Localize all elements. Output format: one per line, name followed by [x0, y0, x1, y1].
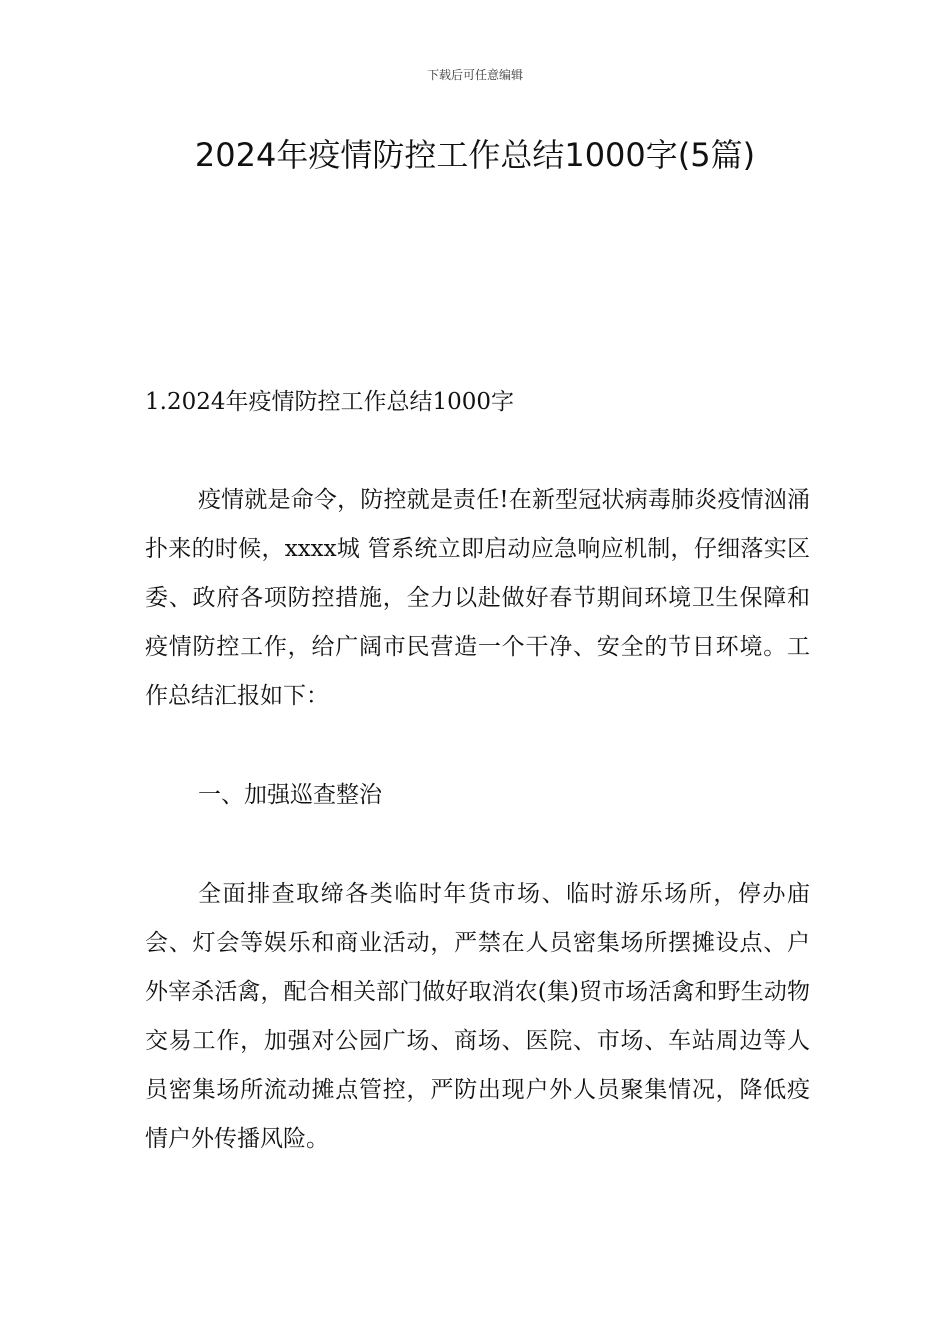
paragraph-patrol: 全面排查取缔各类临时年货市场、临时游乐场所，停办庙会、灯会等娱乐和商业活动，严禁在人员密集场所摆摊设点、户外宰杀活禽，配合相关部门做好取消农(集)贸市场活禽和野生动物交易工作，加强对公园广场、商场、医院、市场、车站周边等人员密集场所流动摊点管控，严防出现户外人员聚集情况，降低疫情户外传播风险。 — [145, 881, 810, 1152]
document-title: 2024年疫情防控工作总结1000字(5篇) — [194, 136, 756, 174]
header-note: 下载后可任意编辑 — [426, 68, 523, 82]
section-heading: 1.2024年疫情防控工作总结1000字 — [145, 389, 515, 415]
subheading-patrol: 一、加强巡查整治 — [198, 782, 382, 808]
paragraph-intro: 疫情就是命令，防控就是责任!在新型冠状病毒肺炎疫情汹涌扑来的时候，xxxx城 管系统立即启动应急响应机制，仔细落实区委、政府各项防控措施，全力以赴做好春节期间环境卫生保障和疫情防控工作，给广阔市民营造一个干净、安全的节日环境。工作总结汇报如下： — [145, 487, 810, 709]
